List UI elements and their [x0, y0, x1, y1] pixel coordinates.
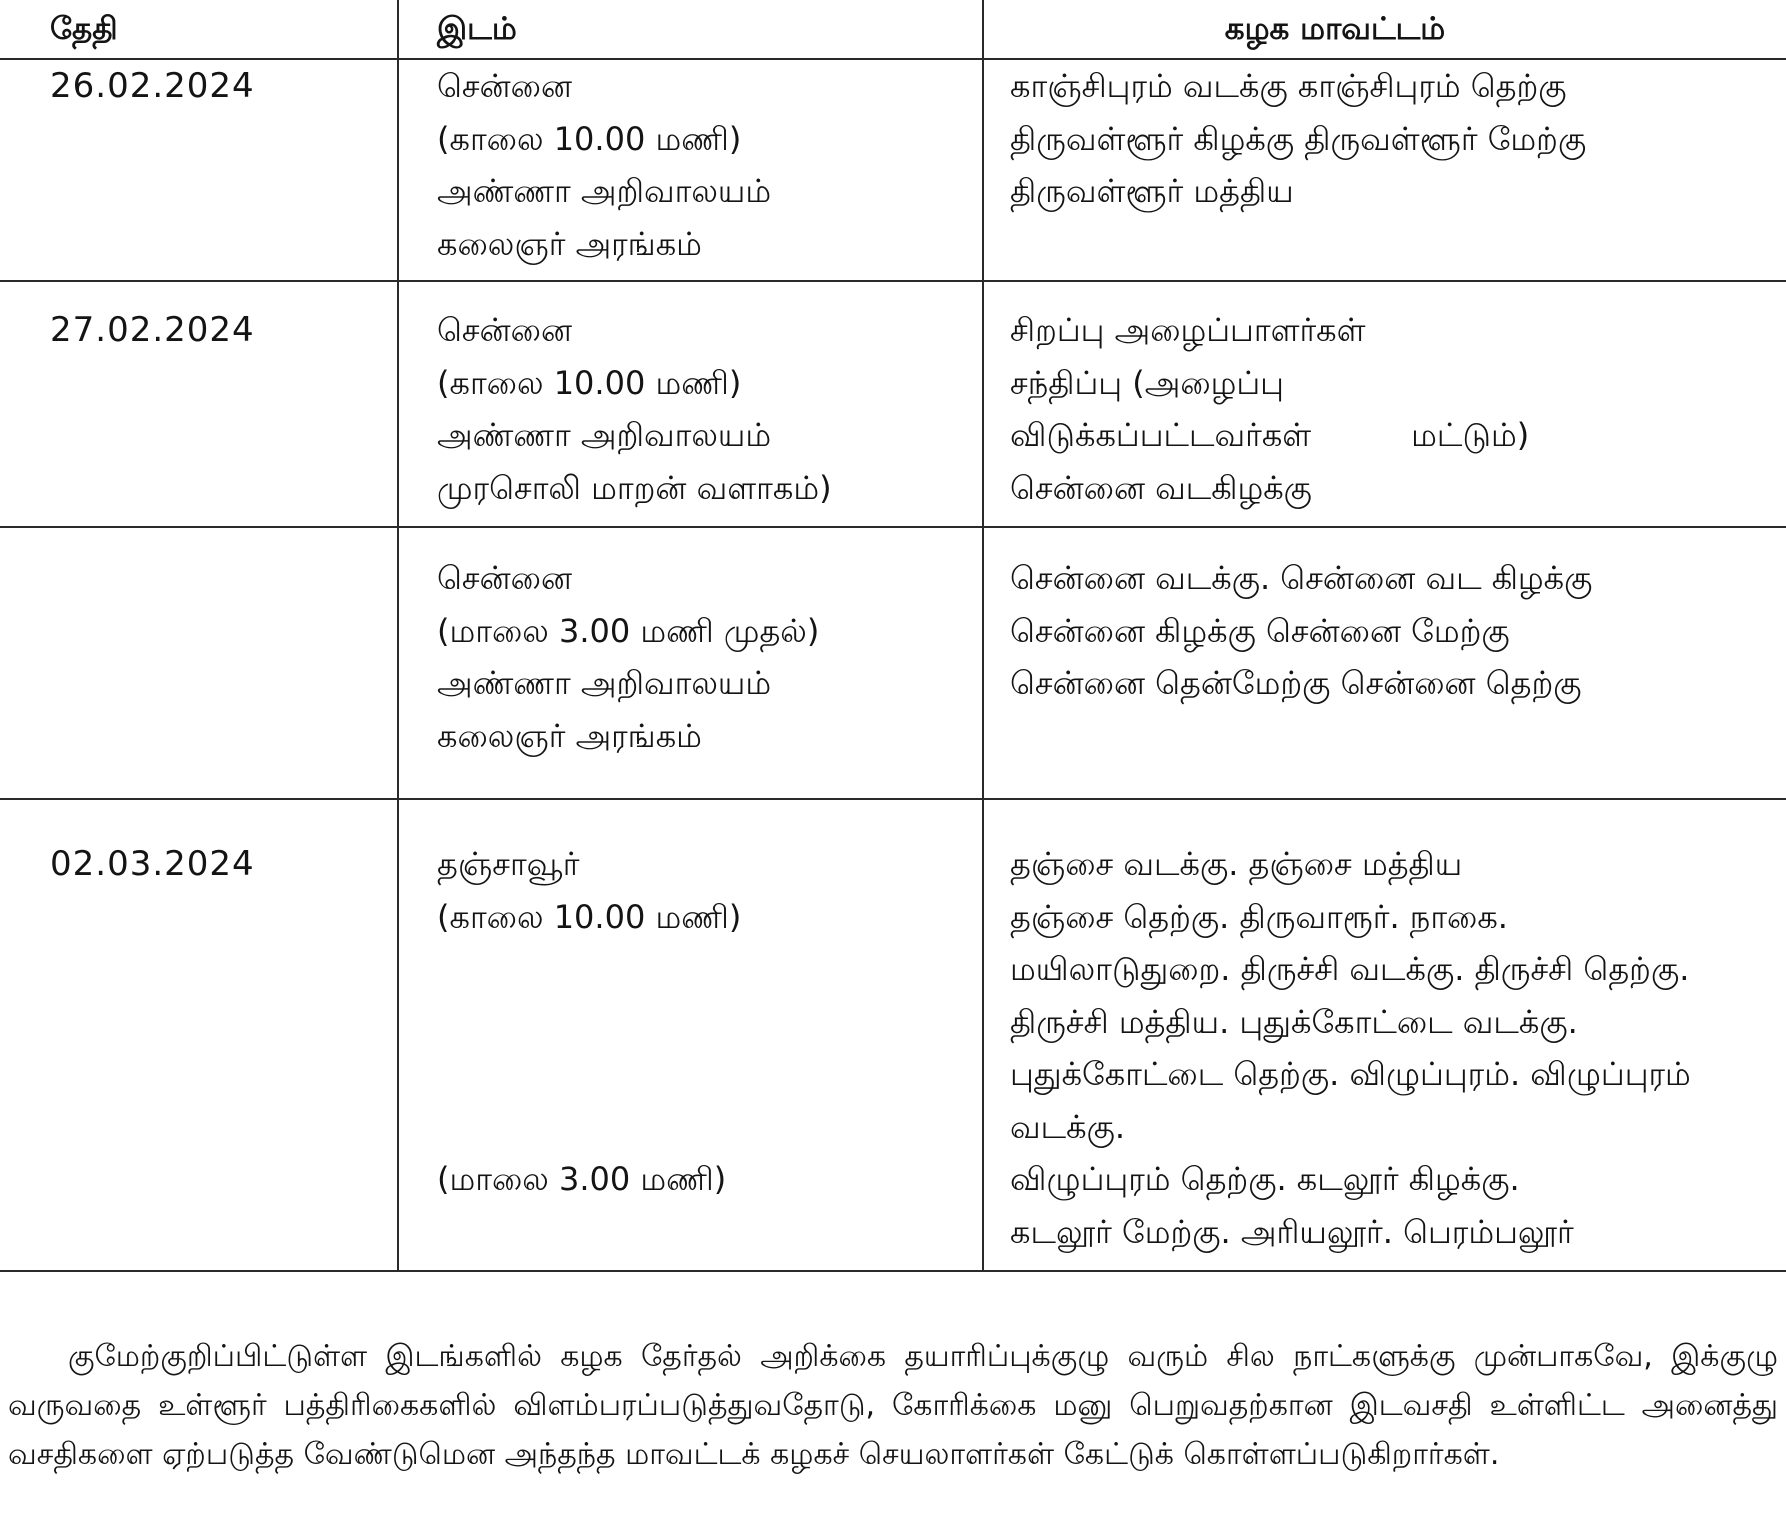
district-cell [983, 281, 1786, 527]
district-line: காஞ்சிபுரம் வடக்கு காஞ்சிபுரம் தெற்கு [1010, 67, 1567, 105]
venue-cell [398, 799, 983, 1271]
venue-line: (மாலை 3.00 மணி) [437, 1160, 727, 1198]
venue-line: (காலை 10.00 மணி) [437, 363, 742, 402]
district-fragment: விடுக்கப்பட்டவர்கள் [1010, 416, 1312, 454]
district-line: புதுக்கோட்டை தெற்கு. விழுப்புரம். விழுப்புரம் [1010, 1055, 1691, 1093]
header-district: கழக மாவட்டம் [983, 0, 1786, 59]
date-cell [0, 799, 398, 1271]
date-text: 26.02.2024 [50, 66, 255, 106]
district-line: திருவள்ளூர் கிழக்கு திருவள்ளூர் மேற்கு [1010, 119, 1587, 158]
district-line: தஞ்சை தெற்கு. திருவாரூர். நாகை. [1010, 897, 1508, 936]
district-line: திருச்சி மத்திய. புதுக்கோட்டை வடக்கு. [1010, 1002, 1578, 1041]
venue-line: அண்ணா அறிவாலயம் [437, 664, 772, 702]
venue-line: முரசொலி மாறன் வளாகம்) [437, 468, 832, 507]
district-cell [983, 59, 1786, 281]
date-text: 02.03.2024 [50, 844, 255, 884]
venue-line: (மாலை 3.00 மணி முதல்) [437, 611, 820, 650]
date-cell [0, 59, 398, 281]
district-line-split [1010, 409, 1776, 462]
district-cell [983, 799, 1786, 1271]
venue-line: சென்னை [437, 559, 572, 597]
venue-cell [398, 527, 983, 799]
venue-line: அண்ணா அறிவாலயம் [437, 172, 772, 210]
table-header-row [0, 0, 1786, 59]
district-line: சென்னை வடக்கு. சென்னை வட கிழக்கு [1010, 559, 1593, 597]
district-fragment: மட்டும்) [1411, 416, 1530, 454]
footer-note-paragraph: குமேற்குறிப்பிட்டுள்ள இடங்களில் கழக தேர்தல் அறிக்கை தயாரிப்புக்குழு வரும் சில நாட்களுக்கு முன்பாகவே, இக்குழு வருவதை உள்ளூர் பத்திரிகைகளில் விளம்பரப்படுத்துவதோடு, கோரிக்கை மனு பெறுவதற்கான இடவசதி உள்ளிட்ட அனைத்து வசதிகளை ஏற்படுத்த வேண்டுமென அந்தந்த மாவட்டக் கழகச் செயலாளர்கள் கேட்டுக் கொள்ளப்படுகிறார்கள். [8, 1339, 1778, 1472]
date-cell [0, 281, 398, 527]
venue-line: கலைஞர் அரங்கம் [437, 224, 702, 263]
header-venue: இடம் [398, 0, 983, 59]
date-cell [0, 527, 398, 799]
district-line: மயிலாடுதுறை. திருச்சி வடக்கு. திருச்சி தெற்கு. [1010, 950, 1690, 988]
district-line: வடக்கு. [1010, 1107, 1125, 1146]
table-row [0, 281, 1786, 527]
district-line: விழுப்புரம் தெற்கு. கடலூர் கிழக்கு. [1010, 1160, 1520, 1198]
venue-line: சென்னை [437, 67, 572, 105]
venue-line: கலைஞர் அரங்கம் [437, 716, 702, 755]
venue-line: (காலை 10.00 மணி) [437, 119, 742, 158]
venue-line: சென்னை [437, 311, 572, 349]
venue-cell [398, 281, 983, 527]
venue-cell [398, 59, 983, 281]
district-line: கடலூர் மேற்கு. அரியலூர். பெரம்பலூர் [1010, 1212, 1574, 1251]
table-row [0, 59, 1786, 281]
district-cell [983, 527, 1786, 799]
venue-line: அண்ணா அறிவாலயம் [437, 416, 772, 454]
district-line: திருவள்ளூர் மத்திய [1010, 172, 1294, 210]
table-row [0, 799, 1786, 1271]
header-date: தேதி [0, 0, 398, 59]
venue-line: (காலை 10.00 மணி) [437, 897, 742, 936]
table-row [0, 527, 1786, 799]
district-line: சிறப்பு அழைப்பாளர்கள் [1010, 311, 1366, 349]
district-line: சந்திப்பு (அழைப்பு [1010, 363, 1284, 402]
district-line: சென்னை தென்மேற்கு சென்னை தெற்கு [1010, 664, 1582, 702]
date-text: 27.02.2024 [50, 310, 255, 350]
district-line: சென்னை கிழக்கு சென்னை மேற்கு [1010, 611, 1510, 650]
venue-line: தஞ்சாவூர் [437, 845, 580, 883]
district-line: தஞ்சை வடக்கு. தஞ்சை மத்திய [1010, 845, 1463, 883]
district-line: சென்னை வடகிழக்கு [1010, 468, 1312, 507]
